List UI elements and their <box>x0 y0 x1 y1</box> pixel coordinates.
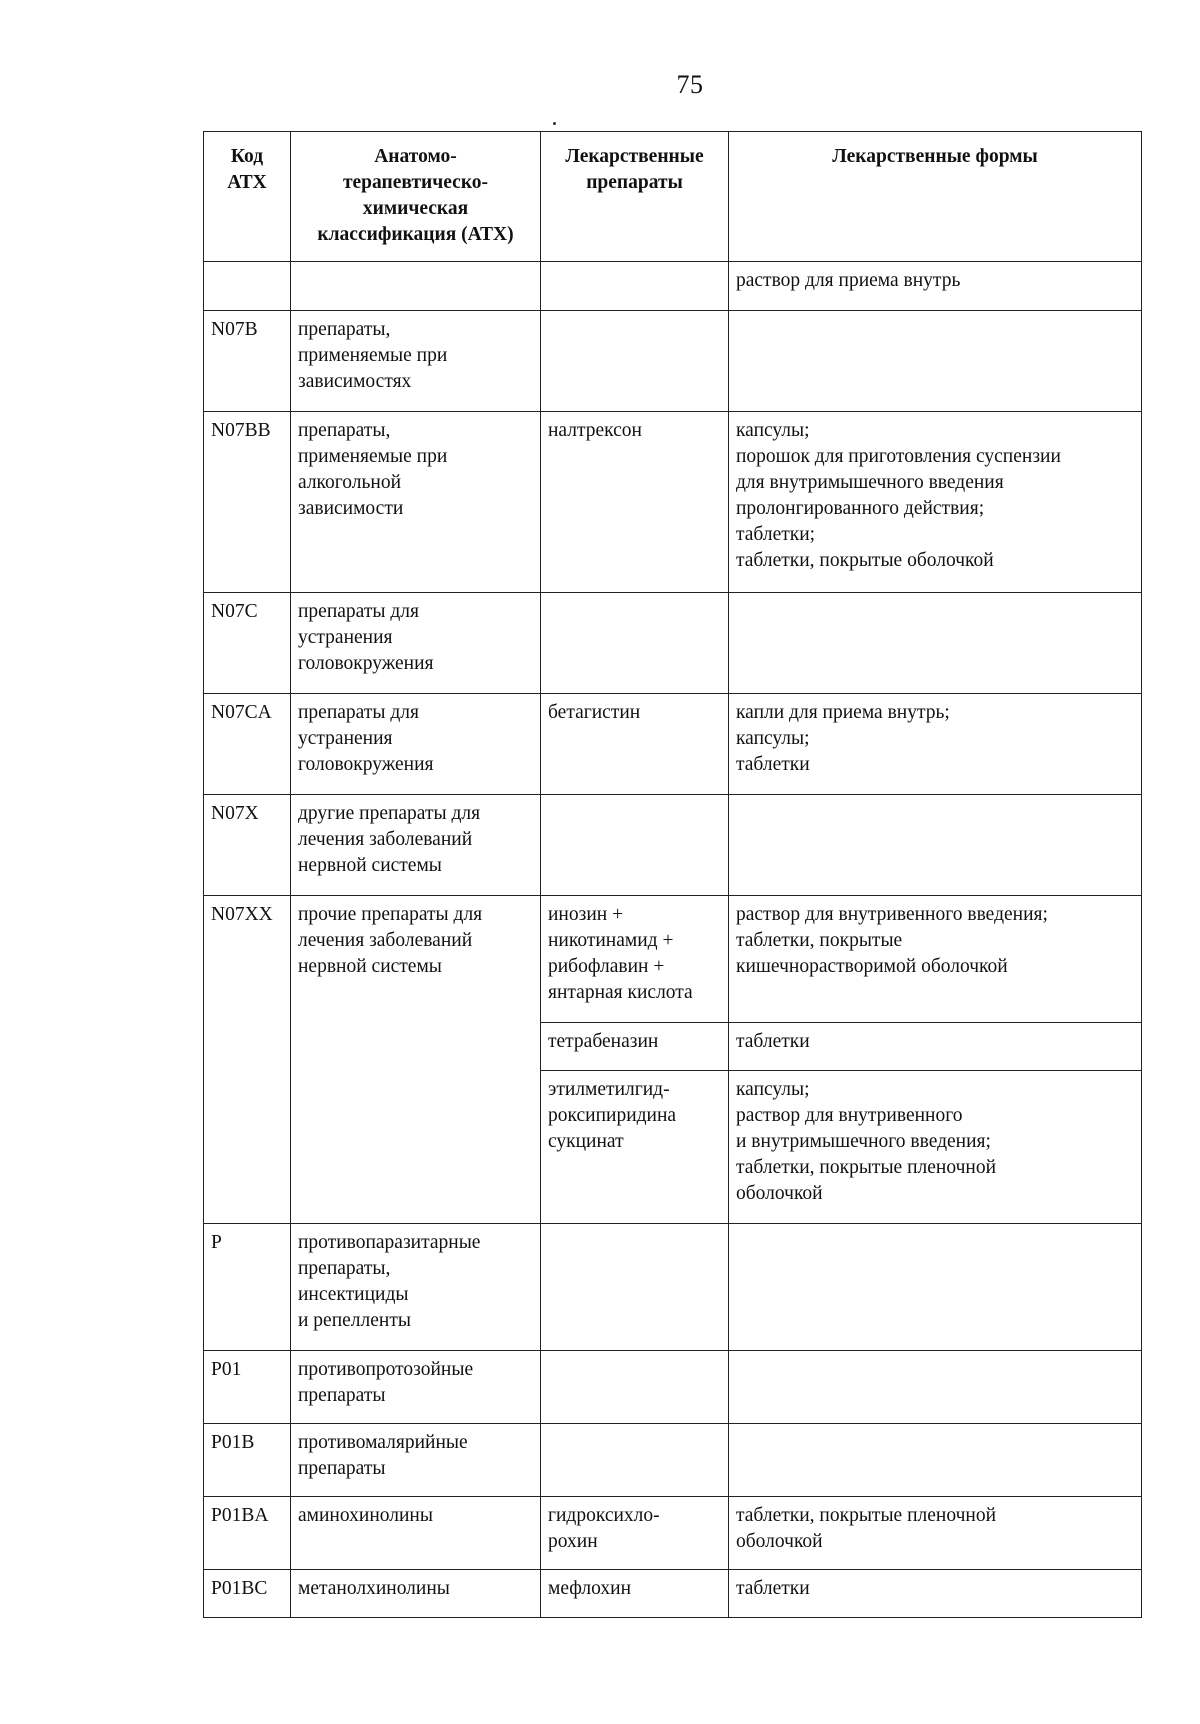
atx-code: P01 <box>204 1351 291 1424</box>
dosage-forms <box>729 1424 1142 1497</box>
header-forms: Лекарственные формы <box>729 132 1142 262</box>
atx-code: N07X <box>204 795 291 896</box>
dosage-forms <box>729 593 1142 694</box>
atx-code: P01BC <box>204 1570 291 1618</box>
drug-name: этилметилгид- роксипиридина сукцинат <box>541 1071 729 1224</box>
atx-class: метанолхинолины <box>291 1570 541 1618</box>
dosage-forms <box>729 795 1142 896</box>
atx-class: препараты, применяемые при алкогольной зависимости <box>291 412 541 593</box>
page-number: 75 <box>676 70 704 99</box>
dosage-forms: капли для приема внутрь; капсулы; таблетки <box>729 694 1142 795</box>
table-row <box>204 1351 1142 1424</box>
atx-code: P01BA <box>204 1497 291 1570</box>
drug-name <box>541 593 729 694</box>
atx-class: другие препараты для лечения заболеваний нервной системы <box>291 795 541 896</box>
scan-speck <box>553 122 556 125</box>
drug-name <box>541 1424 729 1497</box>
atx-code: P01B <box>204 1424 291 1497</box>
drug-name <box>541 262 729 311</box>
atx-code <box>204 262 291 311</box>
dosage-forms: таблетки, покрытые пленочной оболочкой <box>729 1497 1142 1570</box>
dosage-forms: раствор для внутривенного введения; таблетки, покрытые кишечнорастворимой оболочкой <box>729 896 1142 1023</box>
dosage-forms: раствор для приема внутрь <box>729 262 1142 311</box>
table-row <box>204 593 1142 694</box>
drug-name <box>541 311 729 412</box>
drug-name <box>541 1351 729 1424</box>
table-row <box>204 412 1142 593</box>
atx-code: N07B <box>204 311 291 412</box>
atx-class: препараты для устранения головокружения <box>291 694 541 795</box>
dosage-forms: таблетки <box>729 1570 1142 1618</box>
atx-class: препараты, применяемые при зависимостях <box>291 311 541 412</box>
table-row <box>204 262 1142 311</box>
atx-class: противомалярийные препараты <box>291 1424 541 1497</box>
table-row <box>204 1424 1142 1497</box>
atx-code: P <box>204 1224 291 1351</box>
atx-code: N07XX <box>204 896 291 1224</box>
table-row <box>204 1497 1142 1570</box>
table-row <box>204 1570 1142 1618</box>
table-row <box>204 896 1142 1023</box>
header-drugs: Лекарственные препараты <box>541 132 729 262</box>
dosage-forms <box>729 1351 1142 1424</box>
dosage-forms: капсулы; раствор для внутривенного и внутримышечного введения; таблетки, покрытые пленочной оболочкой <box>729 1071 1142 1224</box>
atx-class: препараты для устранения головокружения <box>291 593 541 694</box>
header-classification: Анатомо- терапевтическо- химическая классификация (АТХ) <box>291 132 541 262</box>
drug-name: бетагистин <box>541 694 729 795</box>
atx-class: противопротозойные препараты <box>291 1351 541 1424</box>
drug-name: гидроксихло- рохин <box>541 1497 729 1570</box>
drug-name: мефлохин <box>541 1570 729 1618</box>
atx-class: аминохинолины <box>291 1497 541 1570</box>
atx-code: N07CA <box>204 694 291 795</box>
atx-table <box>203 131 1142 1618</box>
atx-class: противопаразитарные препараты, инсектициды и репелленты <box>291 1224 541 1351</box>
table-row <box>204 311 1142 412</box>
drug-name <box>541 1224 729 1351</box>
table-row <box>204 694 1142 795</box>
drug-name <box>541 795 729 896</box>
atx-code: N07C <box>204 593 291 694</box>
atx-class <box>291 262 541 311</box>
dosage-forms: капсулы; порошок для приготовления суспензии для внутримышечного введения пролонгированного действия; таблетки; таблетки, покрытые оболочкой <box>729 412 1142 593</box>
table-row <box>204 1224 1142 1351</box>
table-row <box>204 795 1142 896</box>
drug-name: инозин + никотинамид + рибофлавин + янтарная кислота <box>541 896 729 1023</box>
drug-name: тетрабеназин <box>541 1023 729 1071</box>
dosage-forms: таблетки <box>729 1023 1142 1071</box>
drug-name: налтрексон <box>541 412 729 593</box>
atx-class: прочие препараты для лечения заболеваний нервной системы <box>291 896 541 1224</box>
header-row <box>204 132 1142 262</box>
dosage-forms <box>729 311 1142 412</box>
header-code: Код АТХ <box>204 132 291 262</box>
dosage-forms <box>729 1224 1142 1351</box>
atx-code: N07BB <box>204 412 291 593</box>
